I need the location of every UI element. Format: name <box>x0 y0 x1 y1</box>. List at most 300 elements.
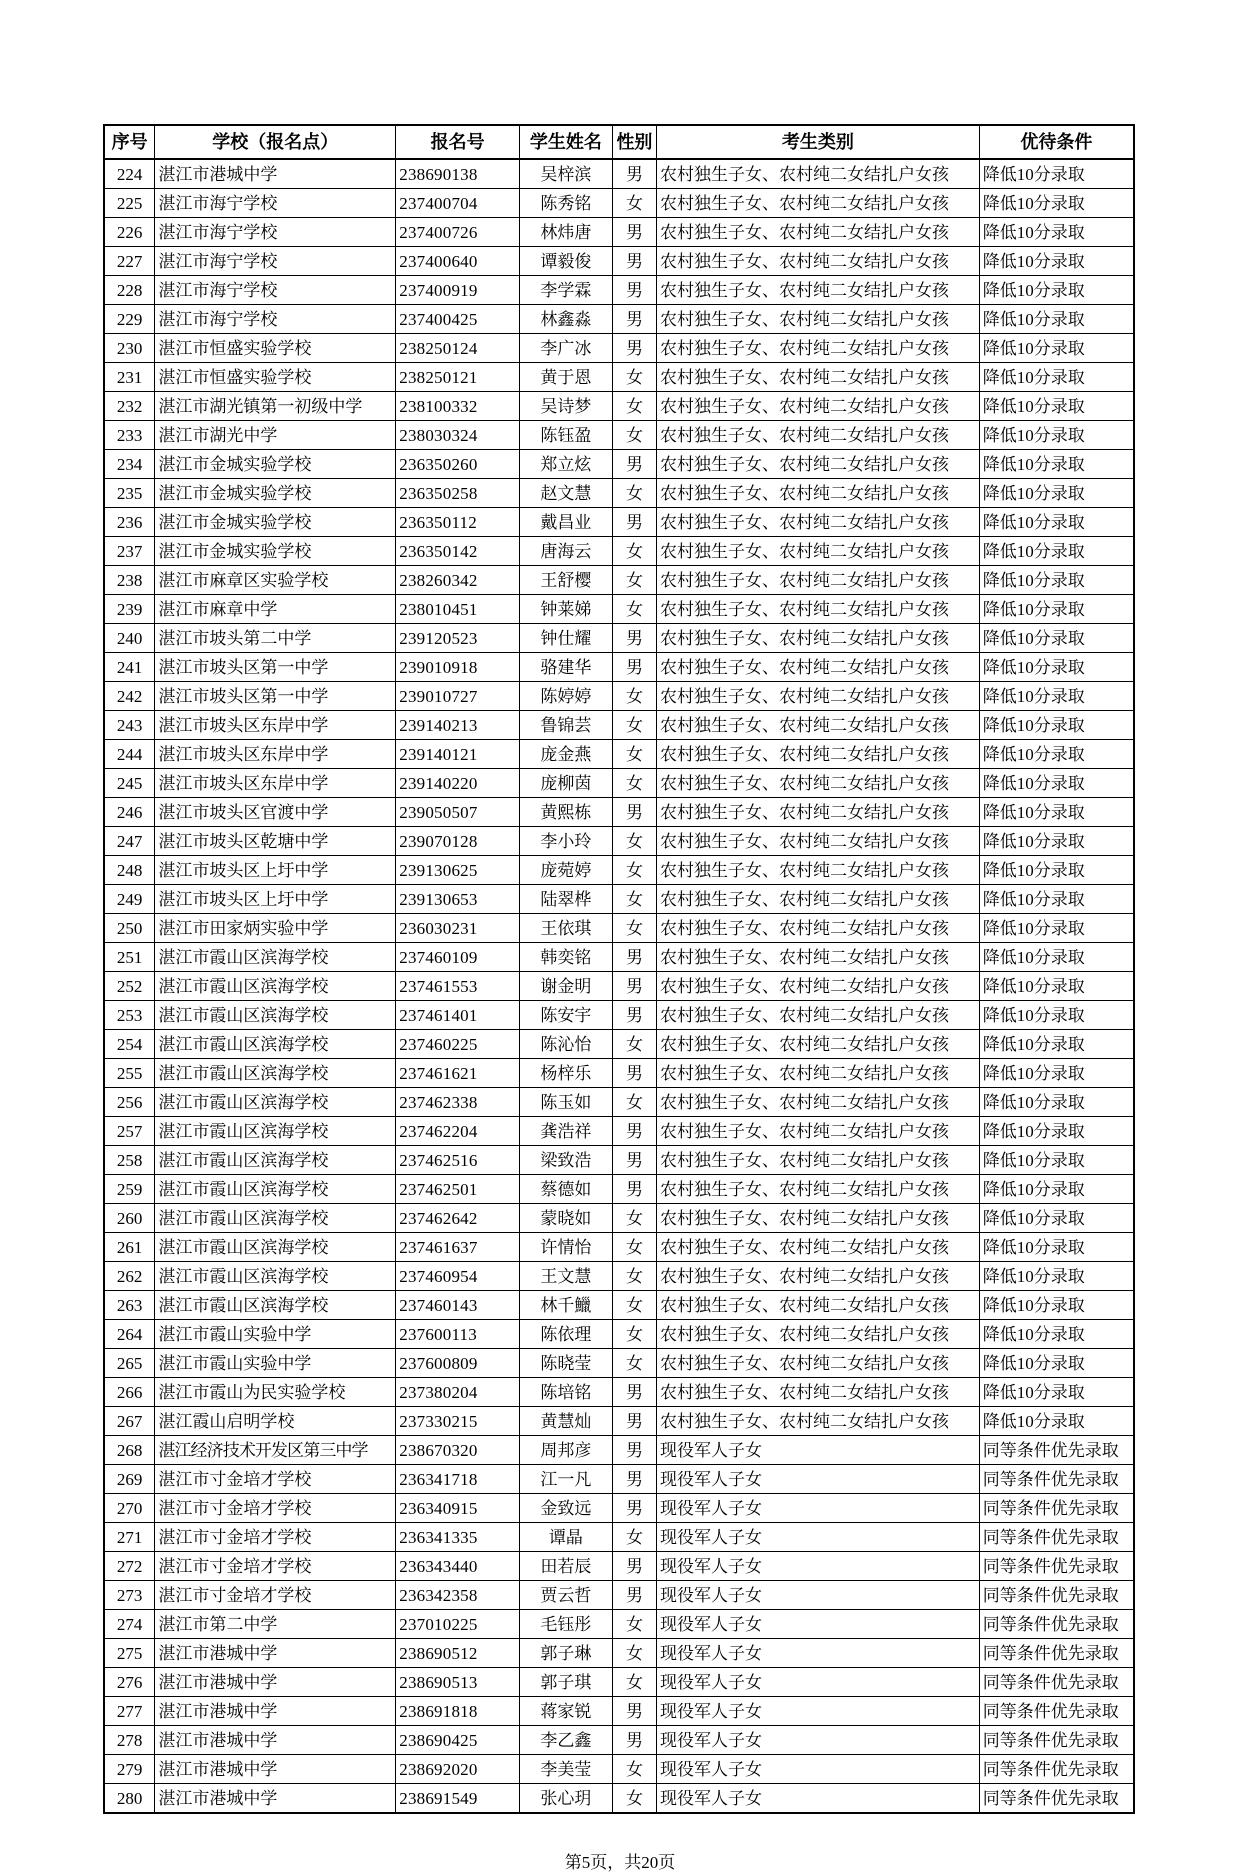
cell-index: 254 <box>104 1030 155 1059</box>
cell-preferential-condition: 降低10分录取 <box>979 1146 1134 1175</box>
cell-index: 227 <box>104 247 155 276</box>
cell-student-name: 骆建华 <box>520 653 613 682</box>
cell-registration-number: 239130653 <box>396 885 520 914</box>
cell-preferential-condition: 同等条件优先录取 <box>979 1552 1134 1581</box>
cell-candidate-category: 农村独生子女、农村纯二女结扎户女孩 <box>657 1030 980 1059</box>
cell-index: 250 <box>104 914 155 943</box>
cell-registration-number: 238690138 <box>396 159 520 189</box>
cell-school: 湛江经济技术开发区第三中学 <box>155 1436 396 1465</box>
cell-student-name: 陈钰盈 <box>520 421 613 450</box>
cell-student-name: 鲁锦芸 <box>520 711 613 740</box>
cell-index: 271 <box>104 1523 155 1552</box>
table-row <box>104 1784 1134 1814</box>
cell-school: 湛江市金城实验学校 <box>155 479 396 508</box>
cell-preferential-condition: 同等条件优先录取 <box>979 1494 1134 1523</box>
cell-registration-number: 239130625 <box>396 856 520 885</box>
table-row <box>104 247 1134 276</box>
cell-preferential-condition: 降低10分录取 <box>979 479 1134 508</box>
cell-gender: 男 <box>612 1726 656 1755</box>
cell-index: 232 <box>104 392 155 421</box>
cell-index: 229 <box>104 305 155 334</box>
cell-school: 湛江市港城中学 <box>155 1784 396 1814</box>
cell-registration-number: 236340915 <box>396 1494 520 1523</box>
cell-preferential-condition: 降低10分录取 <box>979 682 1134 711</box>
cell-school: 湛江市田家炳实验中学 <box>155 914 396 943</box>
cell-index: 259 <box>104 1175 155 1204</box>
cell-candidate-category: 农村独生子女、农村纯二女结扎户女孩 <box>657 1378 980 1407</box>
cell-preferential-condition: 同等条件优先录取 <box>979 1755 1134 1784</box>
cell-registration-number: 239070128 <box>396 827 520 856</box>
cell-school: 湛江市霞山实验中学 <box>155 1320 396 1349</box>
cell-school: 湛江霞山启明学校 <box>155 1407 396 1436</box>
cell-candidate-category: 农村独生子女、农村纯二女结扎户女孩 <box>657 363 980 392</box>
cell-candidate-category: 农村独生子女、农村纯二女结扎户女孩 <box>657 624 980 653</box>
table-row <box>104 1001 1134 1030</box>
cell-school: 湛江市霞山区滨海学校 <box>155 1088 396 1117</box>
table-row <box>104 218 1134 247</box>
cell-school: 湛江市霞山区滨海学校 <box>155 1291 396 1320</box>
cell-gender: 男 <box>612 1001 656 1030</box>
cell-student-name: 许情怡 <box>520 1233 613 1262</box>
cell-preferential-condition: 降低10分录取 <box>979 624 1134 653</box>
cell-index: 273 <box>104 1581 155 1610</box>
cell-preferential-condition: 降低10分录取 <box>979 450 1134 479</box>
cell-gender: 男 <box>612 159 656 189</box>
cell-school: 湛江市霞山区滨海学校 <box>155 1030 396 1059</box>
cell-preferential-condition: 降低10分录取 <box>979 769 1134 798</box>
cell-preferential-condition: 同等条件优先录取 <box>979 1726 1134 1755</box>
cell-gender: 女 <box>612 421 656 450</box>
cell-preferential-condition: 降低10分录取 <box>979 1117 1134 1146</box>
cell-candidate-category: 现役军人子女 <box>657 1436 980 1465</box>
table-row <box>104 450 1134 479</box>
cell-preferential-condition: 同等条件优先录取 <box>979 1610 1134 1639</box>
table-row <box>104 1320 1134 1349</box>
cell-registration-number: 238692020 <box>396 1755 520 1784</box>
cell-preferential-condition: 同等条件优先录取 <box>979 1523 1134 1552</box>
cell-registration-number: 238691549 <box>396 1784 520 1814</box>
cell-gender: 女 <box>612 1610 656 1639</box>
cell-candidate-category: 农村独生子女、农村纯二女结扎户女孩 <box>657 682 980 711</box>
table-row <box>104 1378 1134 1407</box>
cell-student-name: 谭晶 <box>520 1523 613 1552</box>
cell-preferential-condition: 降低10分录取 <box>979 276 1134 305</box>
cell-registration-number: 237380204 <box>396 1378 520 1407</box>
cell-gender: 男 <box>612 1175 656 1204</box>
cell-school: 湛江市霞山区滨海学校 <box>155 972 396 1001</box>
cell-registration-number: 238030324 <box>396 421 520 450</box>
cell-candidate-category: 农村独生子女、农村纯二女结扎户女孩 <box>657 1407 980 1436</box>
cell-candidate-category: 现役军人子女 <box>657 1581 980 1610</box>
cell-school: 湛江市坡头区官渡中学 <box>155 798 396 827</box>
cell-student-name: 李乙鑫 <box>520 1726 613 1755</box>
cell-gender: 女 <box>612 1030 656 1059</box>
cell-registration-number: 239140213 <box>396 711 520 740</box>
cell-candidate-category: 农村独生子女、农村纯二女结扎户女孩 <box>657 1117 980 1146</box>
cell-index: 265 <box>104 1349 155 1378</box>
cell-registration-number: 236343440 <box>396 1552 520 1581</box>
cell-gender: 女 <box>612 1204 656 1233</box>
table-row <box>104 1233 1134 1262</box>
cell-index: 280 <box>104 1784 155 1814</box>
cell-preferential-condition: 同等条件优先录取 <box>979 1436 1134 1465</box>
cell-student-name: 赵文慧 <box>520 479 613 508</box>
cell-student-name: 陆翠桦 <box>520 885 613 914</box>
cell-candidate-category: 现役军人子女 <box>657 1639 980 1668</box>
table-row <box>104 1146 1134 1175</box>
cell-preferential-condition: 同等条件优先录取 <box>979 1668 1134 1697</box>
cell-student-name: 吴诗梦 <box>520 392 613 421</box>
cell-index: 248 <box>104 856 155 885</box>
cell-index: 270 <box>104 1494 155 1523</box>
cell-preferential-condition: 降低10分录取 <box>979 189 1134 218</box>
cell-school: 湛江市港城中学 <box>155 159 396 189</box>
table-row <box>104 334 1134 363</box>
cell-index: 240 <box>104 624 155 653</box>
cell-student-name: 杨梓乐 <box>520 1059 613 1088</box>
table-row <box>104 1726 1134 1755</box>
cell-school: 湛江市霞山区滨海学校 <box>155 1233 396 1262</box>
cell-registration-number: 237461553 <box>396 972 520 1001</box>
cell-candidate-category: 农村独生子女、农村纯二女结扎户女孩 <box>657 218 980 247</box>
table-row <box>104 1349 1134 1378</box>
cell-student-name: 黄于恩 <box>520 363 613 392</box>
cell-student-name: 韩奕铭 <box>520 943 613 972</box>
table-row <box>104 276 1134 305</box>
cell-registration-number: 239010727 <box>396 682 520 711</box>
cell-index: 236 <box>104 508 155 537</box>
table-row <box>104 1668 1134 1697</box>
table-row <box>104 159 1134 189</box>
table-row <box>104 1291 1134 1320</box>
cell-gender: 男 <box>612 798 656 827</box>
table-row <box>104 798 1134 827</box>
table-row <box>104 1755 1134 1784</box>
cell-candidate-category: 农村独生子女、农村纯二女结扎户女孩 <box>657 798 980 827</box>
cell-registration-number: 236350260 <box>396 450 520 479</box>
cell-preferential-condition: 降低10分录取 <box>979 159 1134 189</box>
cell-registration-number: 237462338 <box>396 1088 520 1117</box>
cell-student-name: 唐海云 <box>520 537 613 566</box>
cell-preferential-condition: 同等条件优先录取 <box>979 1465 1134 1494</box>
table-row <box>104 1581 1134 1610</box>
cell-student-name: 李美莹 <box>520 1755 613 1784</box>
cell-gender: 女 <box>612 1233 656 1262</box>
cell-school: 湛江市霞山区滨海学校 <box>155 1117 396 1146</box>
cell-gender: 男 <box>612 972 656 1001</box>
table-row <box>104 711 1134 740</box>
cell-gender: 女 <box>612 1668 656 1697</box>
cell-registration-number: 237400726 <box>396 218 520 247</box>
cell-registration-number: 237461401 <box>396 1001 520 1030</box>
cell-index: 255 <box>104 1059 155 1088</box>
cell-student-name: 钟莱娣 <box>520 595 613 624</box>
cell-candidate-category: 农村独生子女、农村纯二女结扎户女孩 <box>657 392 980 421</box>
cell-gender: 男 <box>612 1494 656 1523</box>
cell-candidate-category: 农村独生子女、农村纯二女结扎户女孩 <box>657 769 980 798</box>
cell-index: 241 <box>104 653 155 682</box>
cell-student-name: 蔡德如 <box>520 1175 613 1204</box>
table-row <box>104 1523 1134 1552</box>
cell-school: 湛江市恒盛实验学校 <box>155 334 396 363</box>
cell-registration-number: 237400704 <box>396 189 520 218</box>
cell-gender: 男 <box>612 653 656 682</box>
table-body <box>104 159 1134 1813</box>
table-row <box>104 1639 1134 1668</box>
cell-student-name: 蒋家锐 <box>520 1697 613 1726</box>
cell-school: 湛江市坡头区上圩中学 <box>155 885 396 914</box>
cell-preferential-condition: 降低10分录取 <box>979 856 1134 885</box>
cell-preferential-condition: 同等条件优先录取 <box>979 1784 1134 1814</box>
cell-student-name: 谭毅俊 <box>520 247 613 276</box>
cell-school: 湛江市寸金培才学校 <box>155 1552 396 1581</box>
table-row <box>104 566 1134 595</box>
cell-candidate-category: 现役军人子女 <box>657 1726 980 1755</box>
cell-index: 234 <box>104 450 155 479</box>
cell-gender: 男 <box>612 1059 656 1088</box>
cell-candidate-category: 农村独生子女、农村纯二女结扎户女孩 <box>657 479 980 508</box>
table-row <box>104 537 1134 566</box>
cell-registration-number: 239010918 <box>396 653 520 682</box>
cell-candidate-category: 农村独生子女、农村纯二女结扎户女孩 <box>657 1175 980 1204</box>
cell-registration-number: 237460225 <box>396 1030 520 1059</box>
cell-student-name: 钟仕耀 <box>520 624 613 653</box>
cell-gender: 女 <box>612 566 656 595</box>
cell-student-name: 林炜唐 <box>520 218 613 247</box>
cell-registration-number: 238010451 <box>396 595 520 624</box>
table-row <box>104 508 1134 537</box>
table-row <box>104 595 1134 624</box>
cell-index: 274 <box>104 1610 155 1639</box>
cell-candidate-category: 农村独生子女、农村纯二女结扎户女孩 <box>657 1059 980 1088</box>
table-row <box>104 1494 1134 1523</box>
cell-candidate-category: 农村独生子女、农村纯二女结扎户女孩 <box>657 885 980 914</box>
cell-student-name: 陈玉如 <box>520 1088 613 1117</box>
cell-student-name: 庞金燕 <box>520 740 613 769</box>
cell-registration-number: 238691818 <box>396 1697 520 1726</box>
table-row <box>104 653 1134 682</box>
cell-registration-number: 238100332 <box>396 392 520 421</box>
cell-index: 269 <box>104 1465 155 1494</box>
cell-gender: 女 <box>612 914 656 943</box>
cell-candidate-category: 农村独生子女、农村纯二女结扎户女孩 <box>657 914 980 943</box>
cell-index: 264 <box>104 1320 155 1349</box>
cell-student-name: 戴昌业 <box>520 508 613 537</box>
cell-index: 262 <box>104 1262 155 1291</box>
cell-school: 湛江市寸金培才学校 <box>155 1523 396 1552</box>
cell-candidate-category: 农村独生子女、农村纯二女结扎户女孩 <box>657 247 980 276</box>
cell-school: 湛江市坡头第二中学 <box>155 624 396 653</box>
cell-index: 238 <box>104 566 155 595</box>
cell-student-name: 黄慧灿 <box>520 1407 613 1436</box>
cell-preferential-condition: 降低10分录取 <box>979 885 1134 914</box>
cell-gender: 男 <box>612 1436 656 1465</box>
cell-registration-number: 237400640 <box>396 247 520 276</box>
table-row <box>104 1262 1134 1291</box>
cell-gender: 男 <box>612 305 656 334</box>
cell-student-name: 梁致浩 <box>520 1146 613 1175</box>
cell-registration-number: 236350142 <box>396 537 520 566</box>
cell-student-name: 吴梓滨 <box>520 159 613 189</box>
cell-school: 湛江市霞山区滨海学校 <box>155 1175 396 1204</box>
cell-candidate-category: 现役军人子女 <box>657 1552 980 1581</box>
cell-student-name: 林千鱲 <box>520 1291 613 1320</box>
cell-student-name: 李学霖 <box>520 276 613 305</box>
cell-candidate-category: 农村独生子女、农村纯二女结扎户女孩 <box>657 1233 980 1262</box>
cell-student-name: 黄熙栋 <box>520 798 613 827</box>
cell-index: 279 <box>104 1755 155 1784</box>
cell-registration-number: 237461621 <box>396 1059 520 1088</box>
cell-gender: 男 <box>612 1697 656 1726</box>
cell-preferential-condition: 降低10分录取 <box>979 798 1134 827</box>
cell-school: 湛江市湖光中学 <box>155 421 396 450</box>
cell-index: 225 <box>104 189 155 218</box>
cell-index: 258 <box>104 1146 155 1175</box>
cell-preferential-condition: 降低10分录取 <box>979 421 1134 450</box>
cell-index: 245 <box>104 769 155 798</box>
cell-school: 湛江市寸金培才学校 <box>155 1581 396 1610</box>
cell-candidate-category: 农村独生子女、农村纯二女结扎户女孩 <box>657 159 980 189</box>
column-header-gender: 性别 <box>612 125 656 159</box>
cell-candidate-category: 农村独生子女、农村纯二女结扎户女孩 <box>657 827 980 856</box>
table-row <box>104 972 1134 1001</box>
cell-preferential-condition: 降低10分录取 <box>979 1262 1134 1291</box>
table-row <box>104 363 1134 392</box>
cell-candidate-category: 农村独生子女、农村纯二女结扎户女孩 <box>657 595 980 624</box>
cell-preferential-condition: 降低10分录取 <box>979 972 1134 1001</box>
cell-gender: 女 <box>612 1291 656 1320</box>
cell-school: 湛江市坡头区东岸中学 <box>155 740 396 769</box>
cell-gender: 男 <box>612 1552 656 1581</box>
cell-preferential-condition: 降低10分录取 <box>979 305 1134 334</box>
cell-index: 249 <box>104 885 155 914</box>
table-row <box>104 392 1134 421</box>
cell-preferential-condition: 降低10分录取 <box>979 595 1134 624</box>
cell-gender: 女 <box>612 1639 656 1668</box>
cell-registration-number: 236341335 <box>396 1523 520 1552</box>
cell-gender: 男 <box>612 1407 656 1436</box>
cell-registration-number: 238690425 <box>396 1726 520 1755</box>
cell-index: 267 <box>104 1407 155 1436</box>
cell-candidate-category: 农村独生子女、农村纯二女结扎户女孩 <box>657 1320 980 1349</box>
cell-candidate-category: 农村独生子女、农村纯二女结扎户女孩 <box>657 334 980 363</box>
cell-school: 湛江市坡头区东岸中学 <box>155 711 396 740</box>
table-row <box>104 1175 1134 1204</box>
cell-preferential-condition: 降低10分录取 <box>979 1030 1134 1059</box>
cell-student-name: 江一凡 <box>520 1465 613 1494</box>
cell-index: 252 <box>104 972 155 1001</box>
table-row <box>104 1204 1134 1233</box>
cell-gender: 女 <box>612 1349 656 1378</box>
table-row <box>104 1030 1134 1059</box>
cell-gender: 男 <box>612 1146 656 1175</box>
cell-school: 湛江市寸金培才学校 <box>155 1494 396 1523</box>
cell-gender: 男 <box>612 276 656 305</box>
cell-gender: 女 <box>612 682 656 711</box>
cell-school: 湛江市港城中学 <box>155 1639 396 1668</box>
cell-registration-number: 237600809 <box>396 1349 520 1378</box>
cell-registration-number: 238690512 <box>396 1639 520 1668</box>
cell-registration-number: 237462501 <box>396 1175 520 1204</box>
cell-school: 湛江市金城实验学校 <box>155 450 396 479</box>
cell-candidate-category: 农村独生子女、农村纯二女结扎户女孩 <box>657 653 980 682</box>
cell-gender: 男 <box>612 624 656 653</box>
cell-gender: 男 <box>612 450 656 479</box>
table-row <box>104 421 1134 450</box>
cell-index: 253 <box>104 1001 155 1030</box>
cell-candidate-category: 农村独生子女、农村纯二女结扎户女孩 <box>657 276 980 305</box>
table-row <box>104 1552 1134 1581</box>
cell-preferential-condition: 降低10分录取 <box>979 1059 1134 1088</box>
cell-candidate-category: 现役军人子女 <box>657 1668 980 1697</box>
cell-student-name: 陈秀铭 <box>520 189 613 218</box>
table-row <box>104 189 1134 218</box>
cell-school: 湛江市霞山区滨海学校 <box>155 1146 396 1175</box>
cell-student-name: 郭子琳 <box>520 1639 613 1668</box>
cell-registration-number: 237462204 <box>396 1117 520 1146</box>
cell-candidate-category: 农村独生子女、农村纯二女结扎户女孩 <box>657 711 980 740</box>
cell-index: 235 <box>104 479 155 508</box>
table-row <box>104 1407 1134 1436</box>
cell-gender: 女 <box>612 595 656 624</box>
cell-index: 261 <box>104 1233 155 1262</box>
cell-school: 湛江市麻章区实验学校 <box>155 566 396 595</box>
cell-candidate-category: 现役军人子女 <box>657 1784 980 1814</box>
cell-registration-number: 237460954 <box>396 1262 520 1291</box>
table-header-row <box>104 125 1134 159</box>
cell-school: 湛江市坡头区乾塘中学 <box>155 827 396 856</box>
cell-school: 湛江市金城实验学校 <box>155 537 396 566</box>
cell-preferential-condition: 降低10分录取 <box>979 1001 1134 1030</box>
table-row <box>104 740 1134 769</box>
cell-school: 湛江市霞山区滨海学校 <box>155 1001 396 1030</box>
cell-student-name: 陈安宇 <box>520 1001 613 1030</box>
cell-registration-number: 236350258 <box>396 479 520 508</box>
cell-registration-number: 237400425 <box>396 305 520 334</box>
cell-school: 湛江市港城中学 <box>155 1668 396 1697</box>
cell-candidate-category: 现役军人子女 <box>657 1494 980 1523</box>
cell-school: 湛江市坡头区上圩中学 <box>155 856 396 885</box>
cell-student-name: 陈依理 <box>520 1320 613 1349</box>
table-row <box>104 1697 1134 1726</box>
cell-preferential-condition: 降低10分录取 <box>979 1320 1134 1349</box>
cell-preferential-condition: 降低10分录取 <box>979 537 1134 566</box>
cell-preferential-condition: 降低10分录取 <box>979 943 1134 972</box>
cell-gender: 女 <box>612 711 656 740</box>
cell-student-name: 陈婷婷 <box>520 682 613 711</box>
cell-student-name: 李小玲 <box>520 827 613 856</box>
cell-index: 243 <box>104 711 155 740</box>
cell-preferential-condition: 降低10分录取 <box>979 392 1134 421</box>
cell-student-name: 龚浩祥 <box>520 1117 613 1146</box>
cell-student-name: 陈沁怡 <box>520 1030 613 1059</box>
cell-candidate-category: 现役军人子女 <box>657 1697 980 1726</box>
cell-school: 湛江市霞山区滨海学校 <box>155 1204 396 1233</box>
cell-candidate-category: 农村独生子女、农村纯二女结扎户女孩 <box>657 189 980 218</box>
cell-gender: 男 <box>612 508 656 537</box>
cell-school: 湛江市第二中学 <box>155 1610 396 1639</box>
cell-candidate-category: 农村独生子女、农村纯二女结扎户女孩 <box>657 450 980 479</box>
cell-school: 湛江市坡头区东岸中学 <box>155 769 396 798</box>
cell-registration-number: 238250121 <box>396 363 520 392</box>
cell-preferential-condition: 降低10分录取 <box>979 711 1134 740</box>
table-row <box>104 305 1134 334</box>
cell-school: 湛江市海宁学校 <box>155 247 396 276</box>
cell-gender: 男 <box>612 943 656 972</box>
cell-school: 湛江市霞山区滨海学校 <box>155 943 396 972</box>
cell-registration-number: 237460109 <box>396 943 520 972</box>
table-row <box>104 827 1134 856</box>
